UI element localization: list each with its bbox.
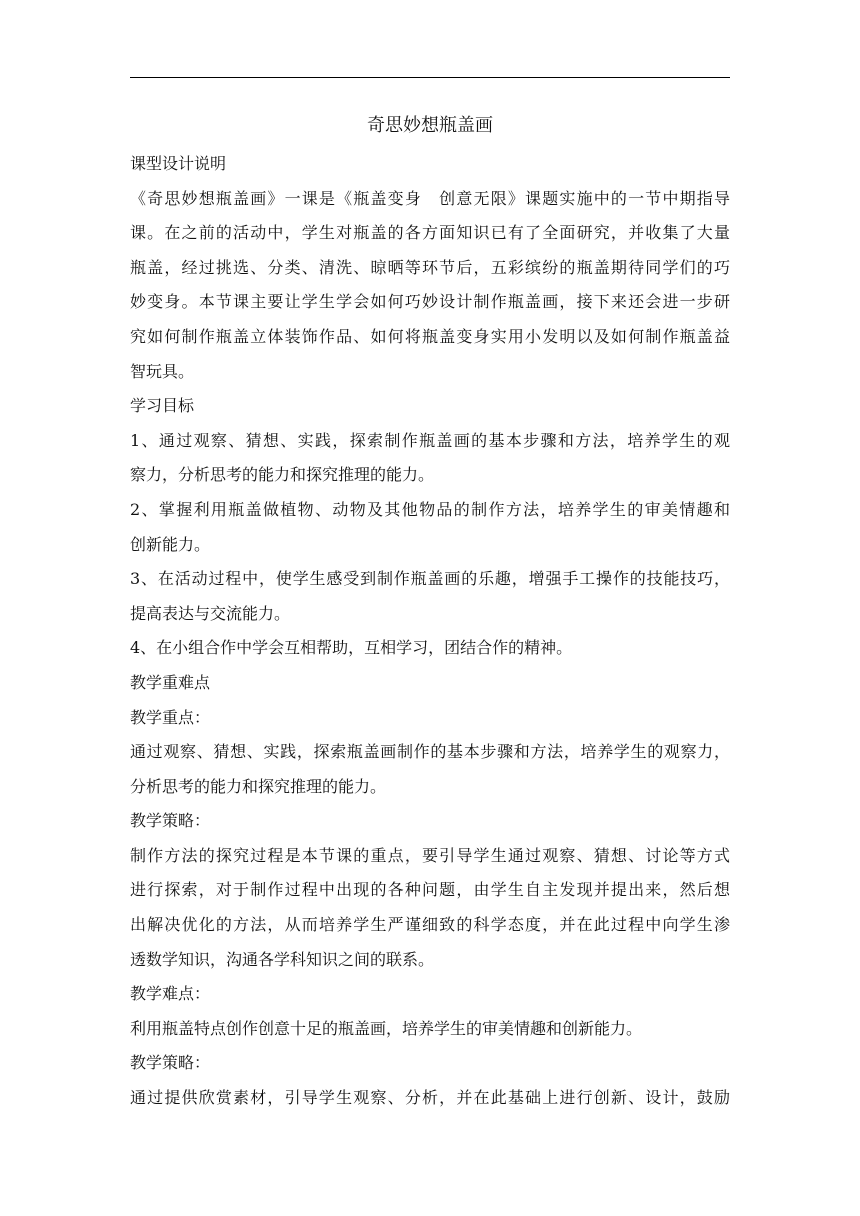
paragraph-line: 课。在之前的活动中，学生对瓶盖的各方面知识已有了全面研究，并收集了大量 [130, 223, 730, 243]
objective-line: 1、通过观察、猜想、实践，探索制作瓶盖画的基本步骤和方法，培养学生的观 [130, 430, 730, 450]
subheading-strategy: 教学策略： [130, 811, 211, 831]
paragraph-line: 智玩具。 [130, 361, 195, 381]
paragraph-line: 透数学知识，沟通各学科知识之间的联系。 [130, 949, 435, 969]
header-rule [130, 77, 730, 78]
objective-line: 提高表达与交流能力。 [130, 603, 291, 623]
objective-line: 创新能力。 [130, 534, 211, 554]
objective-line: 3、在活动过程中，使学生感受到制作瓶盖画的乐趣，增强手工操作的技能技巧， [130, 569, 730, 589]
paragraph-line: 瓶盖，经过挑选、分类、清洗、晾晒等环节后，五彩缤纷的瓶盖期待同学们的巧 [130, 257, 730, 277]
document-title: 奇思妙想瓶盖画 [367, 115, 493, 136]
paragraph-line: 制作方法的探究过程是本节课的重点，要引导学生通过观察、猜想、讨论等方式 [130, 845, 730, 865]
section-heading-design-notes: 课型设计说明 [130, 154, 227, 173]
paragraph-line: 出解决优化的方法，从而培养学生严谨细致的科学态度，并在此过程中向学生渗 [130, 915, 730, 935]
paragraph-line: 妙变身。本节课主要让学生学会如何巧妙设计制作瓶盖画，接下来还会进一步研 [130, 292, 730, 312]
paragraph-line: 究如何制作瓶盖立体装饰作品、如何将瓶盖变身实用小发明以及如何制作瓶盖益 [130, 326, 730, 346]
objective-line: 4、在小组合作中学会互相帮助，互相学习，团结合作的精神。 [130, 638, 573, 658]
document-body [130, 147, 730, 1116]
section-heading-key-points: 教学重难点 [130, 672, 211, 692]
objective-line: 察力，分析思考的能力和探究推理的能力。 [130, 465, 435, 485]
paragraph-line: 分析思考的能力和探究推理的能力。 [130, 776, 387, 796]
subheading-key-point: 教学重点： [130, 707, 211, 727]
section-heading-objectives: 学习目标 [130, 396, 195, 416]
paragraph-line: 《奇思妙想瓶盖画》一课是《瓶盖变身 创意无限》课题实施中的一节中期指导 [130, 188, 730, 208]
paragraph-line: 通过观察、猜想、实践，探索瓶盖画制作的基本步骤和方法，培养学生的观察力， [130, 742, 730, 762]
paragraph-line: 通过提供欣赏素材，引导学生观察、分析，并在此基础上进行创新、设计，鼓励 [130, 1088, 730, 1108]
paragraph-line: 进行探索，对于制作过程中出现的各种问题，由学生自主发现并提出来，然后想 [130, 880, 730, 900]
subheading-difficulty: 教学难点： [130, 984, 211, 1004]
paragraph-line: 利用瓶盖特点创作创意十足的瓶盖画，培养学生的审美情趣和创新能力。 [130, 1018, 643, 1038]
subheading-strategy: 教学策略： [130, 1053, 211, 1073]
objective-line: 2、掌握利用瓶盖做植物、动物及其他物品的制作方法，培养学生的审美情趣和 [130, 499, 730, 519]
